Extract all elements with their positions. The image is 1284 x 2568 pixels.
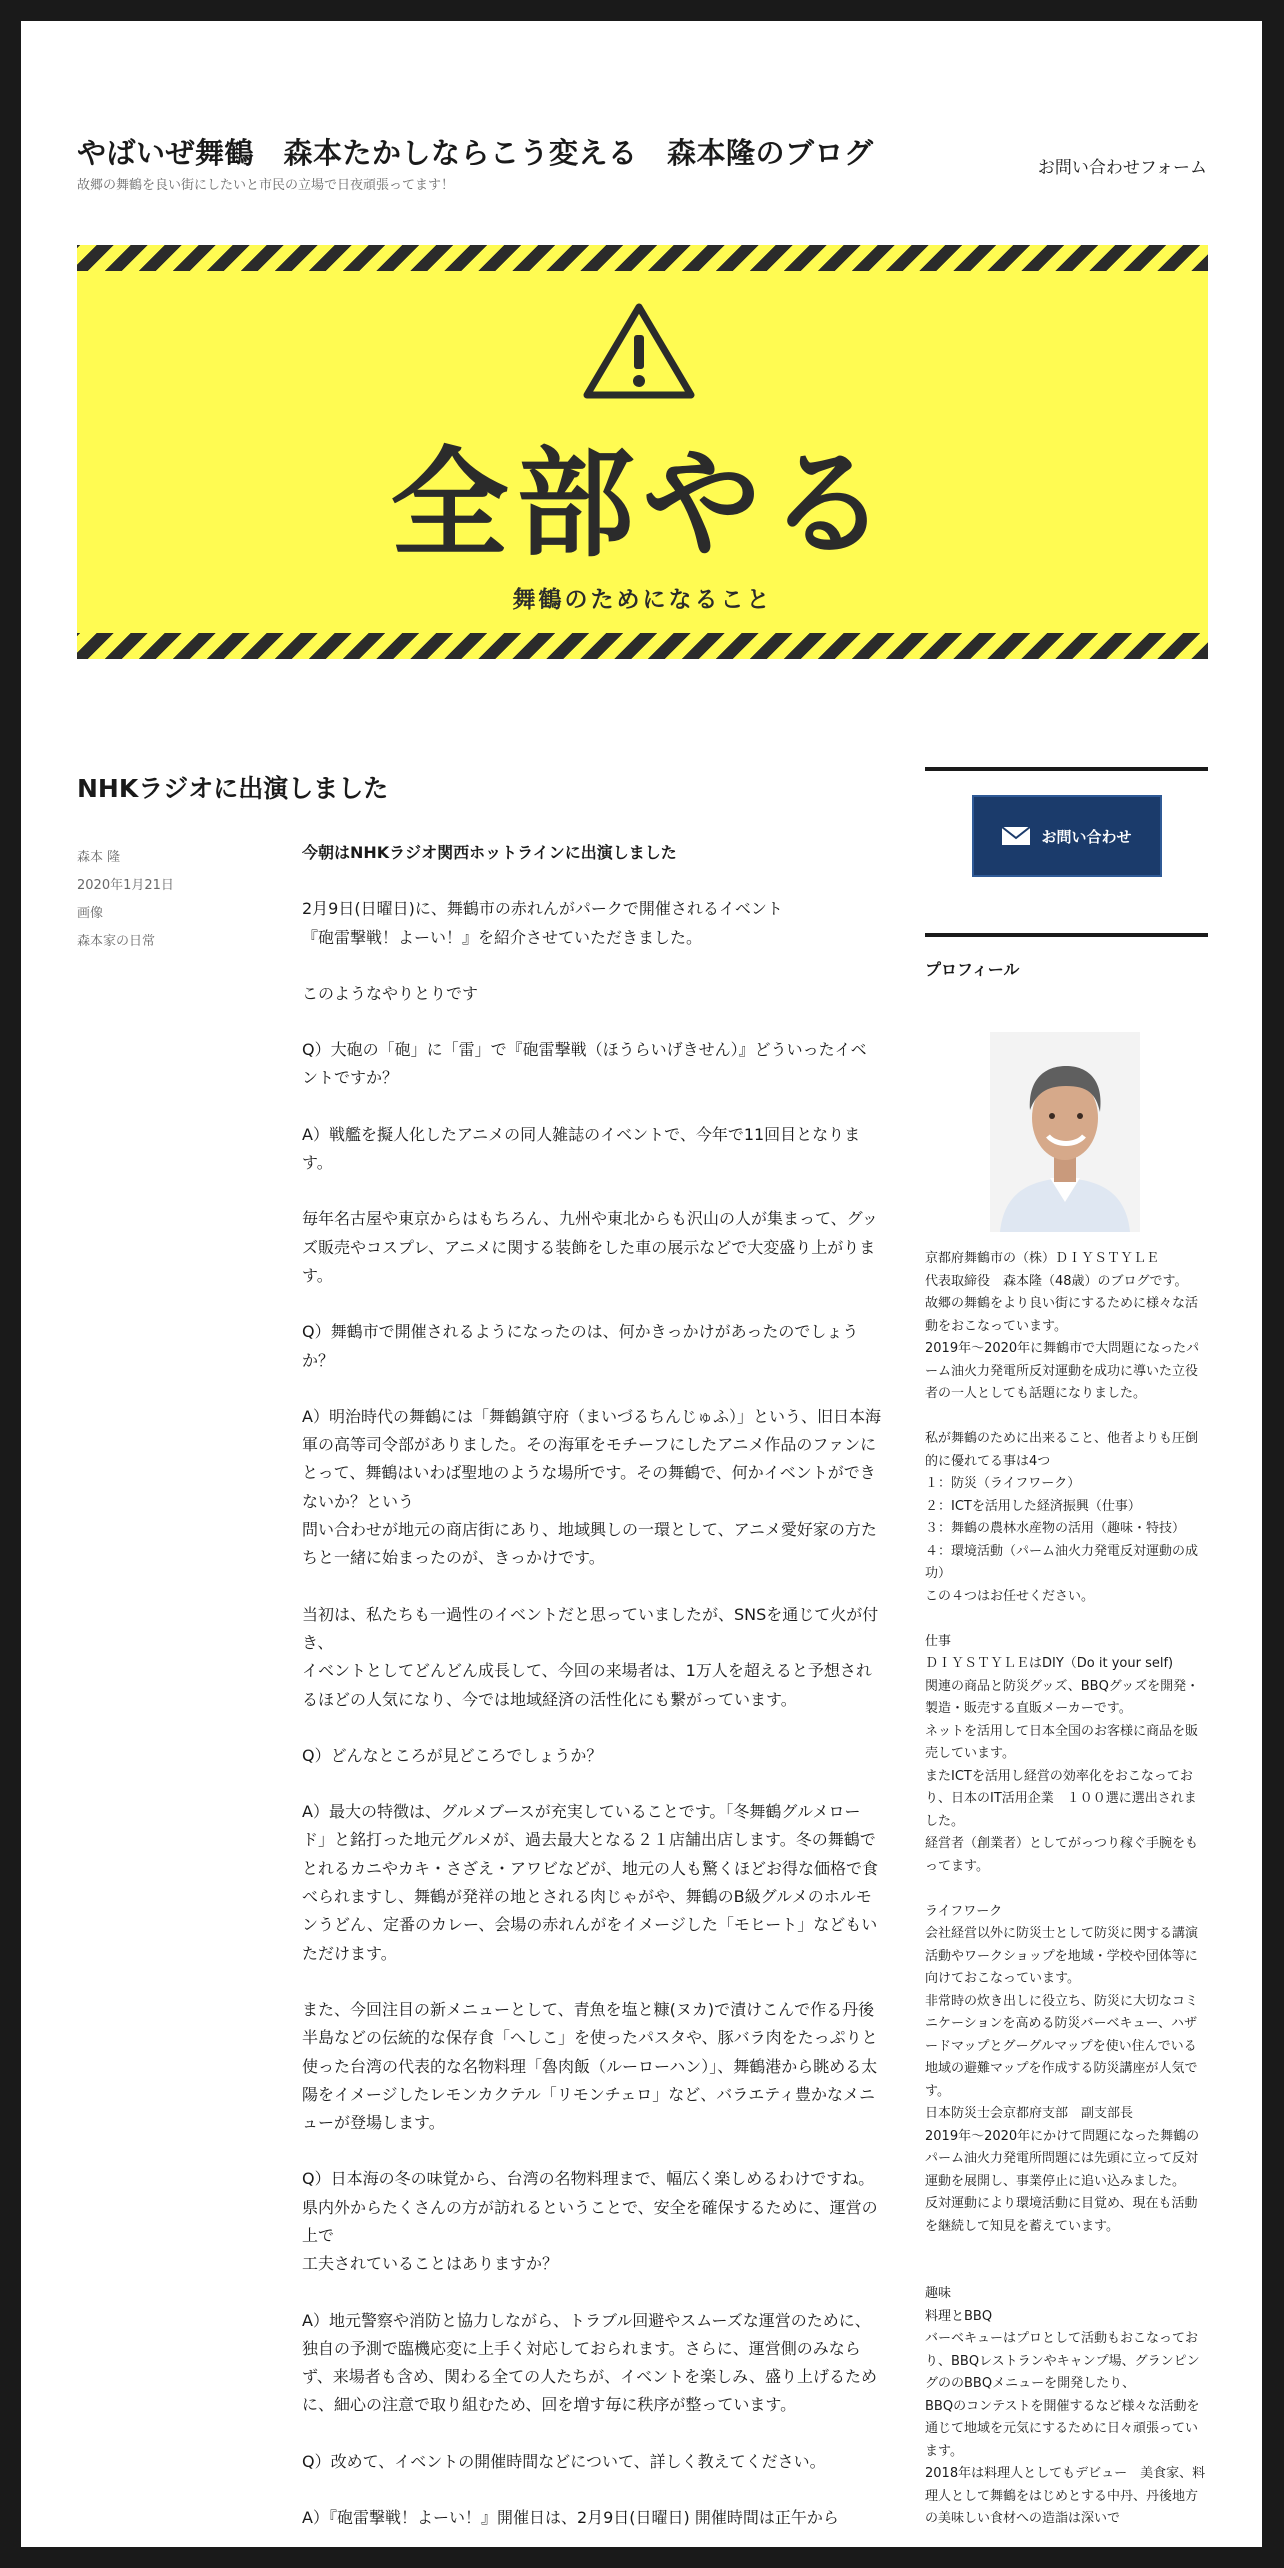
sidebar-divider (925, 933, 1208, 937)
contact-form-link[interactable]: お問い合わせフォーム (1037, 158, 1207, 178)
hazard-stripe-bottom (77, 633, 1208, 659)
post-category[interactable]: 森本家の日常 (77, 934, 156, 949)
profile-text: 京都府舞鶴市の（株）ＤＩＹＳＴＹＬＥ 代表取締役 森本隆（48歳）のブログです。 故郷の舞鶴をより良い街にするために様々な活動をおこなっています。 2019年～2020年に舞鶴市で大問題になったパーム油火力発電所反対運動を成功に導いた立役者の一人としても話題になりました。 私が舞鶴のために出来ること、他者よりも圧倒的に優れてる事は4つ １：防災（ライフワーク） ２：ICTを活用した経済振興（仕事） ３：舞鶴の農林水産物の活用（趣味・特技） ４：環境活動（パーム油火力発電反対運動の成功） この４つはお任せください。 仕事 ＤＩＹＳＴＹＬＥはDIY（Do it your self) 関連の商品と防災グッズ、BBQグッズを開発・製造・販売する直販メーカーです。 ネットを活用して日本全国のお客様に商品を販売しています。 またICTを活用し経営の効率化をおこなっており、日本のIT活用企業 １００選に選出されました。 経営者（創業者）としてがっつり稼ぐ手腕をもってます。 ライフワーク 会社経営以外に防災士として防災に関する講演活動やワークショップを地域・学校や団体等に向けておこなっています。 非常時の炊き出しに役立ち、防災に大切なコミニケーションを高める防災バーベキュー、ハザードマップとグーグルマップを使い住んでいる地域の避難マップを作成する防災講座が人気です。 日本防災士会京都府支部 副支部長 2019年～2020年にかけて問題になった舞鶴のパーム油火力発電所問題には先頭に立って反対運動を展開し、事業停止に追い込みました。 反対運動により環境活動に目覚め、現在も活動を継続して知見を蓄えています。 趣味 料理とBBQ バーベキューはプロとして活動もおこなっており、BBQレストランやキャンプ場、グランピングののBBQメニューを開発したり、 BBQのコンテストを開催するなど様々な活動を通じて地域を元気にするために日々頑張っています。 2018年は料理人としてもデビュー 美食家、料理人として舞鶴をはじめとする中丹、丹後地方の美味しい食材への造詣は深いで (925, 1251, 1206, 2526)
post-title[interactable]: NHKラジオに出演しました (77, 774, 389, 803)
post-paragraphs (302, 895, 882, 2532)
post-paragraph: A）最大の特徴は、グルメブースが充実していることです。「冬舞鶴グルメロード」と銘打った地元グルメが、過去最大となる２１店舗出店します。冬の舞鶴でとれるカニやカキ・さざえ・アワビなどが、地元の人も驚くほどお得な価格で食べられますし、舞鶴が発祥の地とされる肉じゃがや、舞鶴のB級グルメのホルモンうどん、定番のカレー、会場の赤れんがをイメージした「モヒート」などもいただけます。 (302, 1802, 879, 1963)
hazard-stripe-top (77, 245, 1208, 271)
post-paragraph: 2月9日(日曜日)に、舞鶴市の赤れんがパークで開催されるイベント 『砲雷撃戦！よーい！』を紹介させていただきました。 (302, 899, 783, 947)
page-frame (21, 21, 1262, 2547)
post-meta (77, 844, 277, 956)
hero-title: 全部やる (390, 435, 895, 573)
site-description: 故郷の舞鶴を良い街にしたいと市民の立場で日夜頑張ってます！ (77, 178, 455, 193)
profile-avatar (990, 1032, 1140, 1232)
contact-button[interactable] (972, 795, 1162, 877)
post-paragraph: Q）どんなところが見どころでしょうか？ (302, 1745, 603, 1765)
site-title[interactable]: やばいぜ舞鶴 森本たかしならこう変える 森本隆のブログ (77, 136, 874, 170)
post-paragraph: 当初は、私たちも一過性のイベントだと思っていましたが、SNSを通じて火が付き、 イベントとしてどんどん成長して、今回の来場者は、1万人を超えると予想されるほどの人気になり、今では地域経済の活性化にも繋がっています。 (302, 1604, 879, 1709)
post-paragraph: Q）舞鶴市で開催されるようになったのは、何かきっかけがあったのでしょうか？ (302, 1322, 859, 1370)
post-paragraph: A）明治時代の舞鶴には「舞鶴鎮守府（まいづるちんじゅふ）」という、旧日本海軍の高等司令部がありました。その海軍をモチーフにしたアニメ作品のファンにとって、舞鶴はいわば聖地のような場所です。その舞鶴で、何かイベントができないか？という 問い合わせが地元の商店街にあり、地域興しの一環として、アニメ愛好家の方たちと一緒に始まったのが、きっかけです。 (302, 1406, 881, 1568)
post-paragraph: A）地元警察や消防と協力しながら、トラブル回避やスムーズな運営のために、独自の予測で臨機応変に上手く対応しておられます。さらに、運営側のみならず、来場者も含め、関わる全ての人たちが、イベントを楽しみ、盛り上げるために、細心の注意で取り組むため、回を増す毎に秩序が整っています。 (302, 2310, 878, 2415)
post-paragraph: Q）日本海の冬の味覚から、台湾の名物料理まで、幅広く楽しめるわけですね。 県内外からたくさんの方が訪れるということで、安全を確保するために、運営の上で 工夫されていることはありますか？ (302, 2169, 878, 2274)
post-paragraph: A）『砲雷撃戦！よーい！』開催日は、2月9日(日曜日) 開催時間は正午から (302, 2508, 839, 2528)
post-content (302, 839, 882, 2547)
post-author[interactable]: 森本 隆 (77, 850, 121, 865)
sidebar (925, 767, 1208, 2531)
contact-button-label: お問い合わせ (1041, 827, 1132, 846)
post-paragraph: Q）改めて、イベントの開催時間などについて、詳しく教えてください。 (302, 2451, 826, 2471)
envelope-icon (1001, 826, 1031, 846)
post-paragraph: 毎年名古屋や東京からはもちろん、九州や東北からも沢山の人が集まって、グッズ販売やコスプレ、アニメに関する装飾をした車の展示などで大変盛り上がります。 (302, 1209, 878, 1285)
post-lead: 今朝はNHKラジオ関西ホットラインに出演しました (302, 843, 677, 862)
warning-triangle-icon (581, 301, 697, 401)
hero-banner (77, 245, 1208, 659)
profile-heading: プロフィール (925, 960, 1020, 979)
post-format[interactable]: 画像 (77, 906, 104, 921)
post-paragraph: Q）大砲の「砲」に「雷」で『砲雷撃戦（ほうらいげきせん）』どういったイベントですか？ (302, 1040, 867, 1088)
hero-subtitle: 舞鶴のためになること (512, 587, 773, 613)
post-date[interactable]: 2020年1月21日 (77, 878, 174, 893)
post-paragraph: また、今回注目の新メニューとして、青魚を塩と糠(ヌカ)で漬けこんで作る丹後半島などの伝統的な保存食「へしこ」を使ったパスタや、豚バラ肉をたっぷりと使った台湾の代表的な名物料理「魯肉飯（ルーローハン）」、舞鶴港から眺める太陽をイメージしたレモンカクテル「リモンチェロ」など、バラエティ豊かなメニューが登場します。 (302, 1999, 878, 2133)
sidebar-divider (925, 767, 1208, 771)
post-paragraph: A）戦艦を擬人化したアニメの同人雑誌のイベントで、今年で11回目となります。 (302, 1124, 861, 1173)
post-paragraph: このようなやりとりです (302, 983, 479, 1003)
